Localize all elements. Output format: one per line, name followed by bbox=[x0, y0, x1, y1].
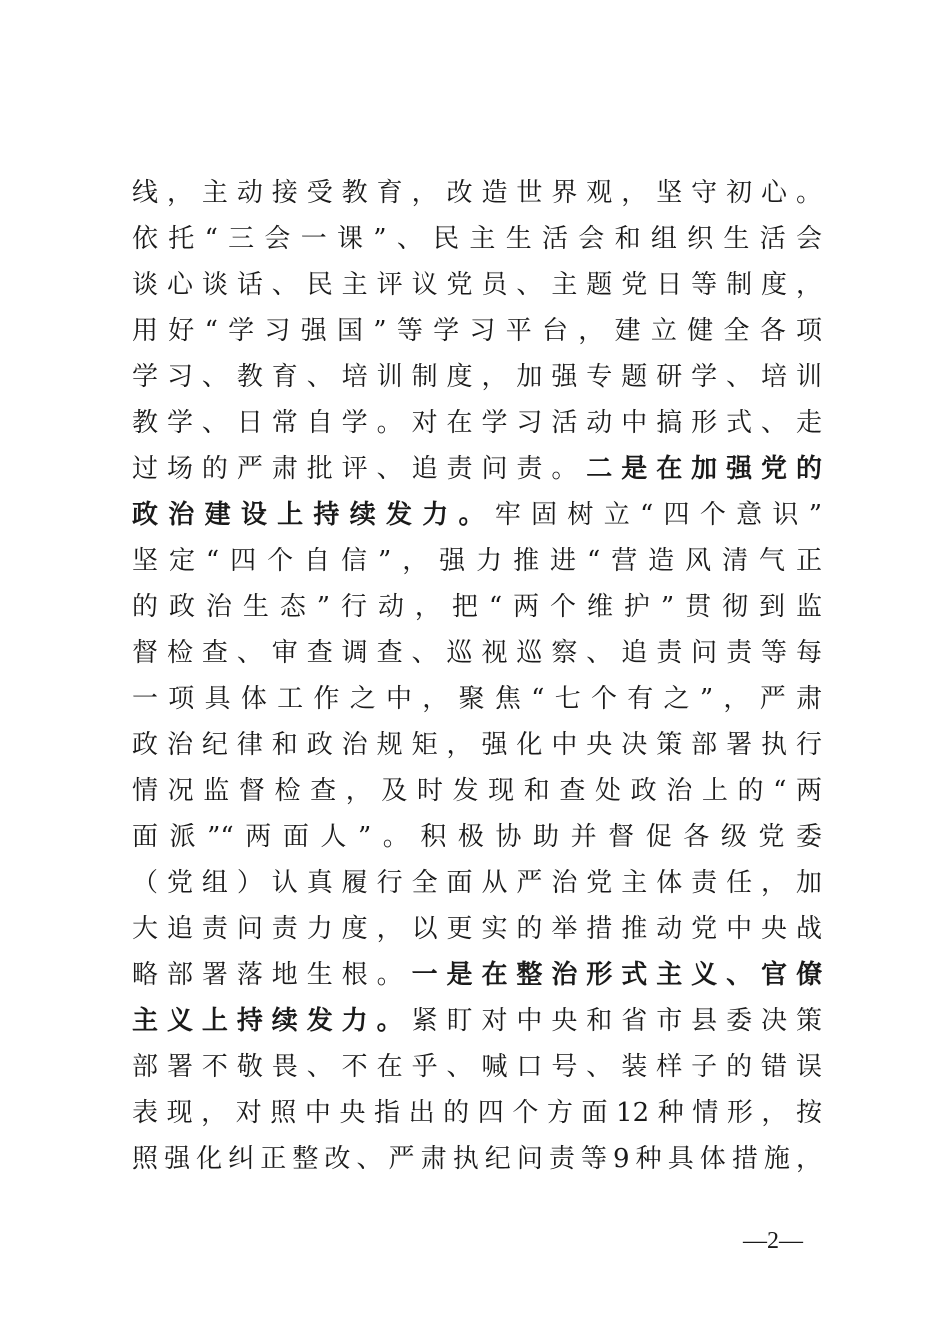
text-segment: 学习、教育、培训制度，加强专题研学、培训 bbox=[132, 362, 822, 392]
text-line bbox=[132, 676, 822, 722]
page-number: —2— bbox=[743, 1228, 803, 1254]
bold-text-segment: 主义上持续发力。 bbox=[132, 1006, 412, 1036]
text-segment: 照强化纠正整改、严肃执纪问责等9种具体措施， bbox=[132, 1144, 822, 1174]
text-line bbox=[132, 860, 822, 906]
text-segment: 用好“学习强国”等学习平台，建立健全各项 bbox=[132, 316, 822, 346]
text-line bbox=[132, 538, 822, 584]
text-segment: 面派”“两面人”。积极协助并督促各级党委 bbox=[132, 822, 822, 852]
text-segment: 表现，对照中央指出的四个方面12种情形，按 bbox=[132, 1098, 822, 1128]
text-segment: （党组）认真履行全面从严治党主体责任，加 bbox=[132, 868, 822, 898]
text-segment: 依托“三会一课”、民主生活会和组织生活会 bbox=[132, 224, 822, 254]
text-line bbox=[132, 170, 822, 216]
text-segment: 一项具体工作之中，聚焦“七个有之”，严肃 bbox=[132, 684, 822, 714]
text-segment: 谈心谈话、民主评议党员、主题党日等制度， bbox=[132, 270, 822, 300]
text-line bbox=[132, 998, 822, 1044]
text-line bbox=[132, 722, 822, 768]
text-line bbox=[132, 814, 822, 860]
text-segment: 大追责问责力度，以更实的举措推动党中央战 bbox=[132, 914, 822, 944]
text-line bbox=[132, 308, 822, 354]
text-segment: 过场的严肃批评、追责问责。 bbox=[132, 454, 587, 484]
text-segment: 的政治生态”行动，把“两个维护”贯彻到监 bbox=[132, 592, 822, 622]
text-segment: 线，主动接受教育，改造世界观，坚守初心。 bbox=[132, 178, 822, 208]
text-segment: 牢固树立“四个意识” bbox=[494, 500, 822, 530]
text-segment: 督检查、审查调查、巡视巡察、追责问责等每 bbox=[132, 638, 822, 668]
text-line bbox=[132, 216, 822, 262]
bold-text-segment: 政治建设上持续发力。 bbox=[132, 500, 495, 530]
text-line bbox=[132, 446, 822, 492]
text-line bbox=[132, 1044, 822, 1090]
text-line bbox=[132, 906, 822, 952]
text-line bbox=[132, 768, 822, 814]
text-line bbox=[132, 1136, 822, 1182]
text-line bbox=[132, 952, 822, 998]
text-line bbox=[132, 400, 822, 446]
text-line bbox=[132, 630, 822, 676]
text-line bbox=[132, 584, 822, 630]
text-segment: 部署不敬畏、不在乎、喊口号、装样子的错误 bbox=[132, 1052, 822, 1082]
text-segment: 紧盯对中央和省市县委决策 bbox=[411, 1006, 822, 1036]
text-line bbox=[132, 354, 822, 400]
text-line bbox=[132, 1090, 822, 1136]
text-segment: 略部署落地生根。 bbox=[132, 960, 412, 990]
text-segment: 政治纪律和政治规矩，强化中央决策部署执行 bbox=[132, 730, 822, 760]
text-segment: 教学、日常自学。对在学习活动中搞形式、走 bbox=[132, 408, 822, 438]
text-line bbox=[132, 262, 822, 308]
bold-text-segment: 二是在加强党的 bbox=[586, 454, 822, 484]
bold-text-segment: 一是在整治形式主义、官僚 bbox=[411, 960, 822, 990]
body-text bbox=[132, 170, 822, 1182]
text-segment: 情况监督检查，及时发现和查处政治上的“两 bbox=[132, 776, 822, 806]
text-line bbox=[132, 492, 822, 538]
text-segment: 坚定“四个自信”，强力推进“营造风清气正 bbox=[132, 546, 822, 576]
